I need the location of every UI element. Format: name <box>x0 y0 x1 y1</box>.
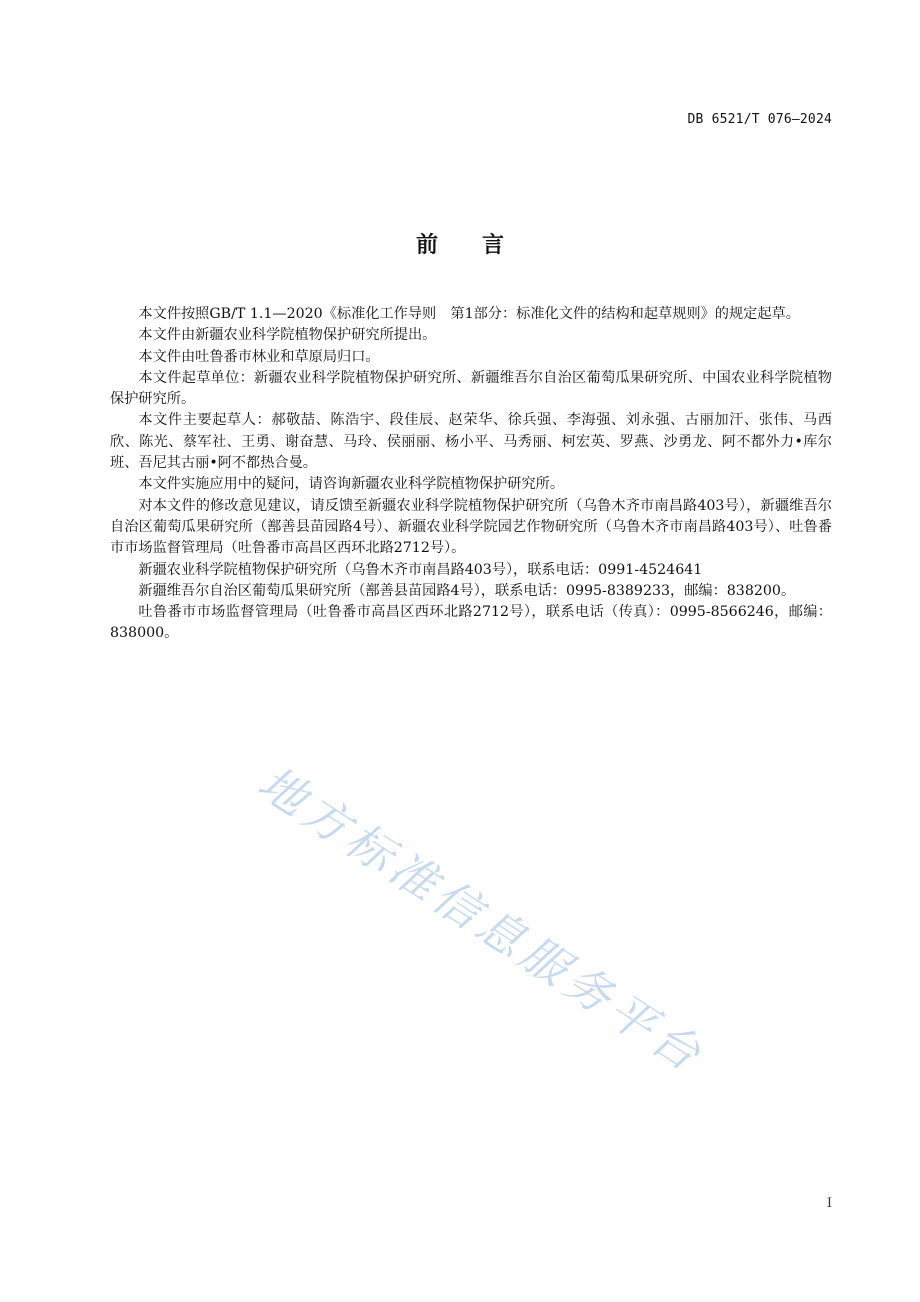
paragraph-drafting-rules: 本文件按照GB/T 1.1—2020《标准化工作导则 第1部分：标准化文件的结构和起草规则》的规定起草。 <box>138 306 800 322</box>
page-title: 前言 <box>415 233 548 258</box>
paragraph-proposer: 本文件由新疆农业科学院植物保护研究所提出。 <box>138 327 437 344</box>
paragraph-administrator: 本文件由吐鲁番市林业和草原局归口。 <box>138 348 380 365</box>
paragraph-drafters: 本文件主要起草人：郝敬喆、陈浩宇、段佳辰、赵荣华、徐兵强、李海强、刘永强、古丽加汗、张伟、马西欣、陈光、蔡军社、王勇、谢奋慧、马玲、侯丽丽、杨小平、马秀丽、柯宏英、罗燕、沙勇龙、阿不都外力•库尔班、吾尼其古丽•阿不都热合曼。 <box>110 412 832 472</box>
document-number: DB 6521/T 076—2024 <box>687 112 832 127</box>
paragraph-contact-grape-institute: 新疆维吾尔自治区葡萄瓜果研究所（鄯善县苗园路4号），联系电话：0995-8389233，邮编：838200。 <box>138 582 796 599</box>
page-number: I <box>826 1196 832 1211</box>
paragraph-inquiries: 本文件实施应用中的疑问，请咨询新疆农业科学院植物保护研究所。 <box>138 476 565 493</box>
paragraph-contact-market-bureau: 吐鲁番市市场监督管理局（吐鲁番市高昌区西环北路2712号），联系电话（传真）：0995-8566246，邮编：838000。 <box>110 604 832 642</box>
foreword-body <box>110 304 832 645</box>
paragraph-drafting-units: 本文件起草单位：新疆农业科学院植物保护研究所、新疆维吾尔自治区葡萄瓜果研究所、中国农业科学院植物保护研究所。 <box>110 369 832 408</box>
watermark: 地方标准信息服务平台 <box>248 755 715 1084</box>
paragraph-feedback: 对本文件的修改意见建议，请反馈至新疆农业科学院植物保护研究所（乌鲁木齐市南昌路403号），新疆维吾尔自治区葡萄瓜果研究所（鄯善县苗园路4号）、新疆农业科学院园艺作物研究所（乌鲁木齐市南昌路403号）、吐鲁番市市场监督管理局（吐鲁番市高昌区西环北路2712号）。 <box>110 497 832 557</box>
paragraph-contact-plant-protection: 新疆农业科学院植物保护研究所（乌鲁木齐市南昌路403号），联系电话：0991-4524641 <box>138 561 703 578</box>
